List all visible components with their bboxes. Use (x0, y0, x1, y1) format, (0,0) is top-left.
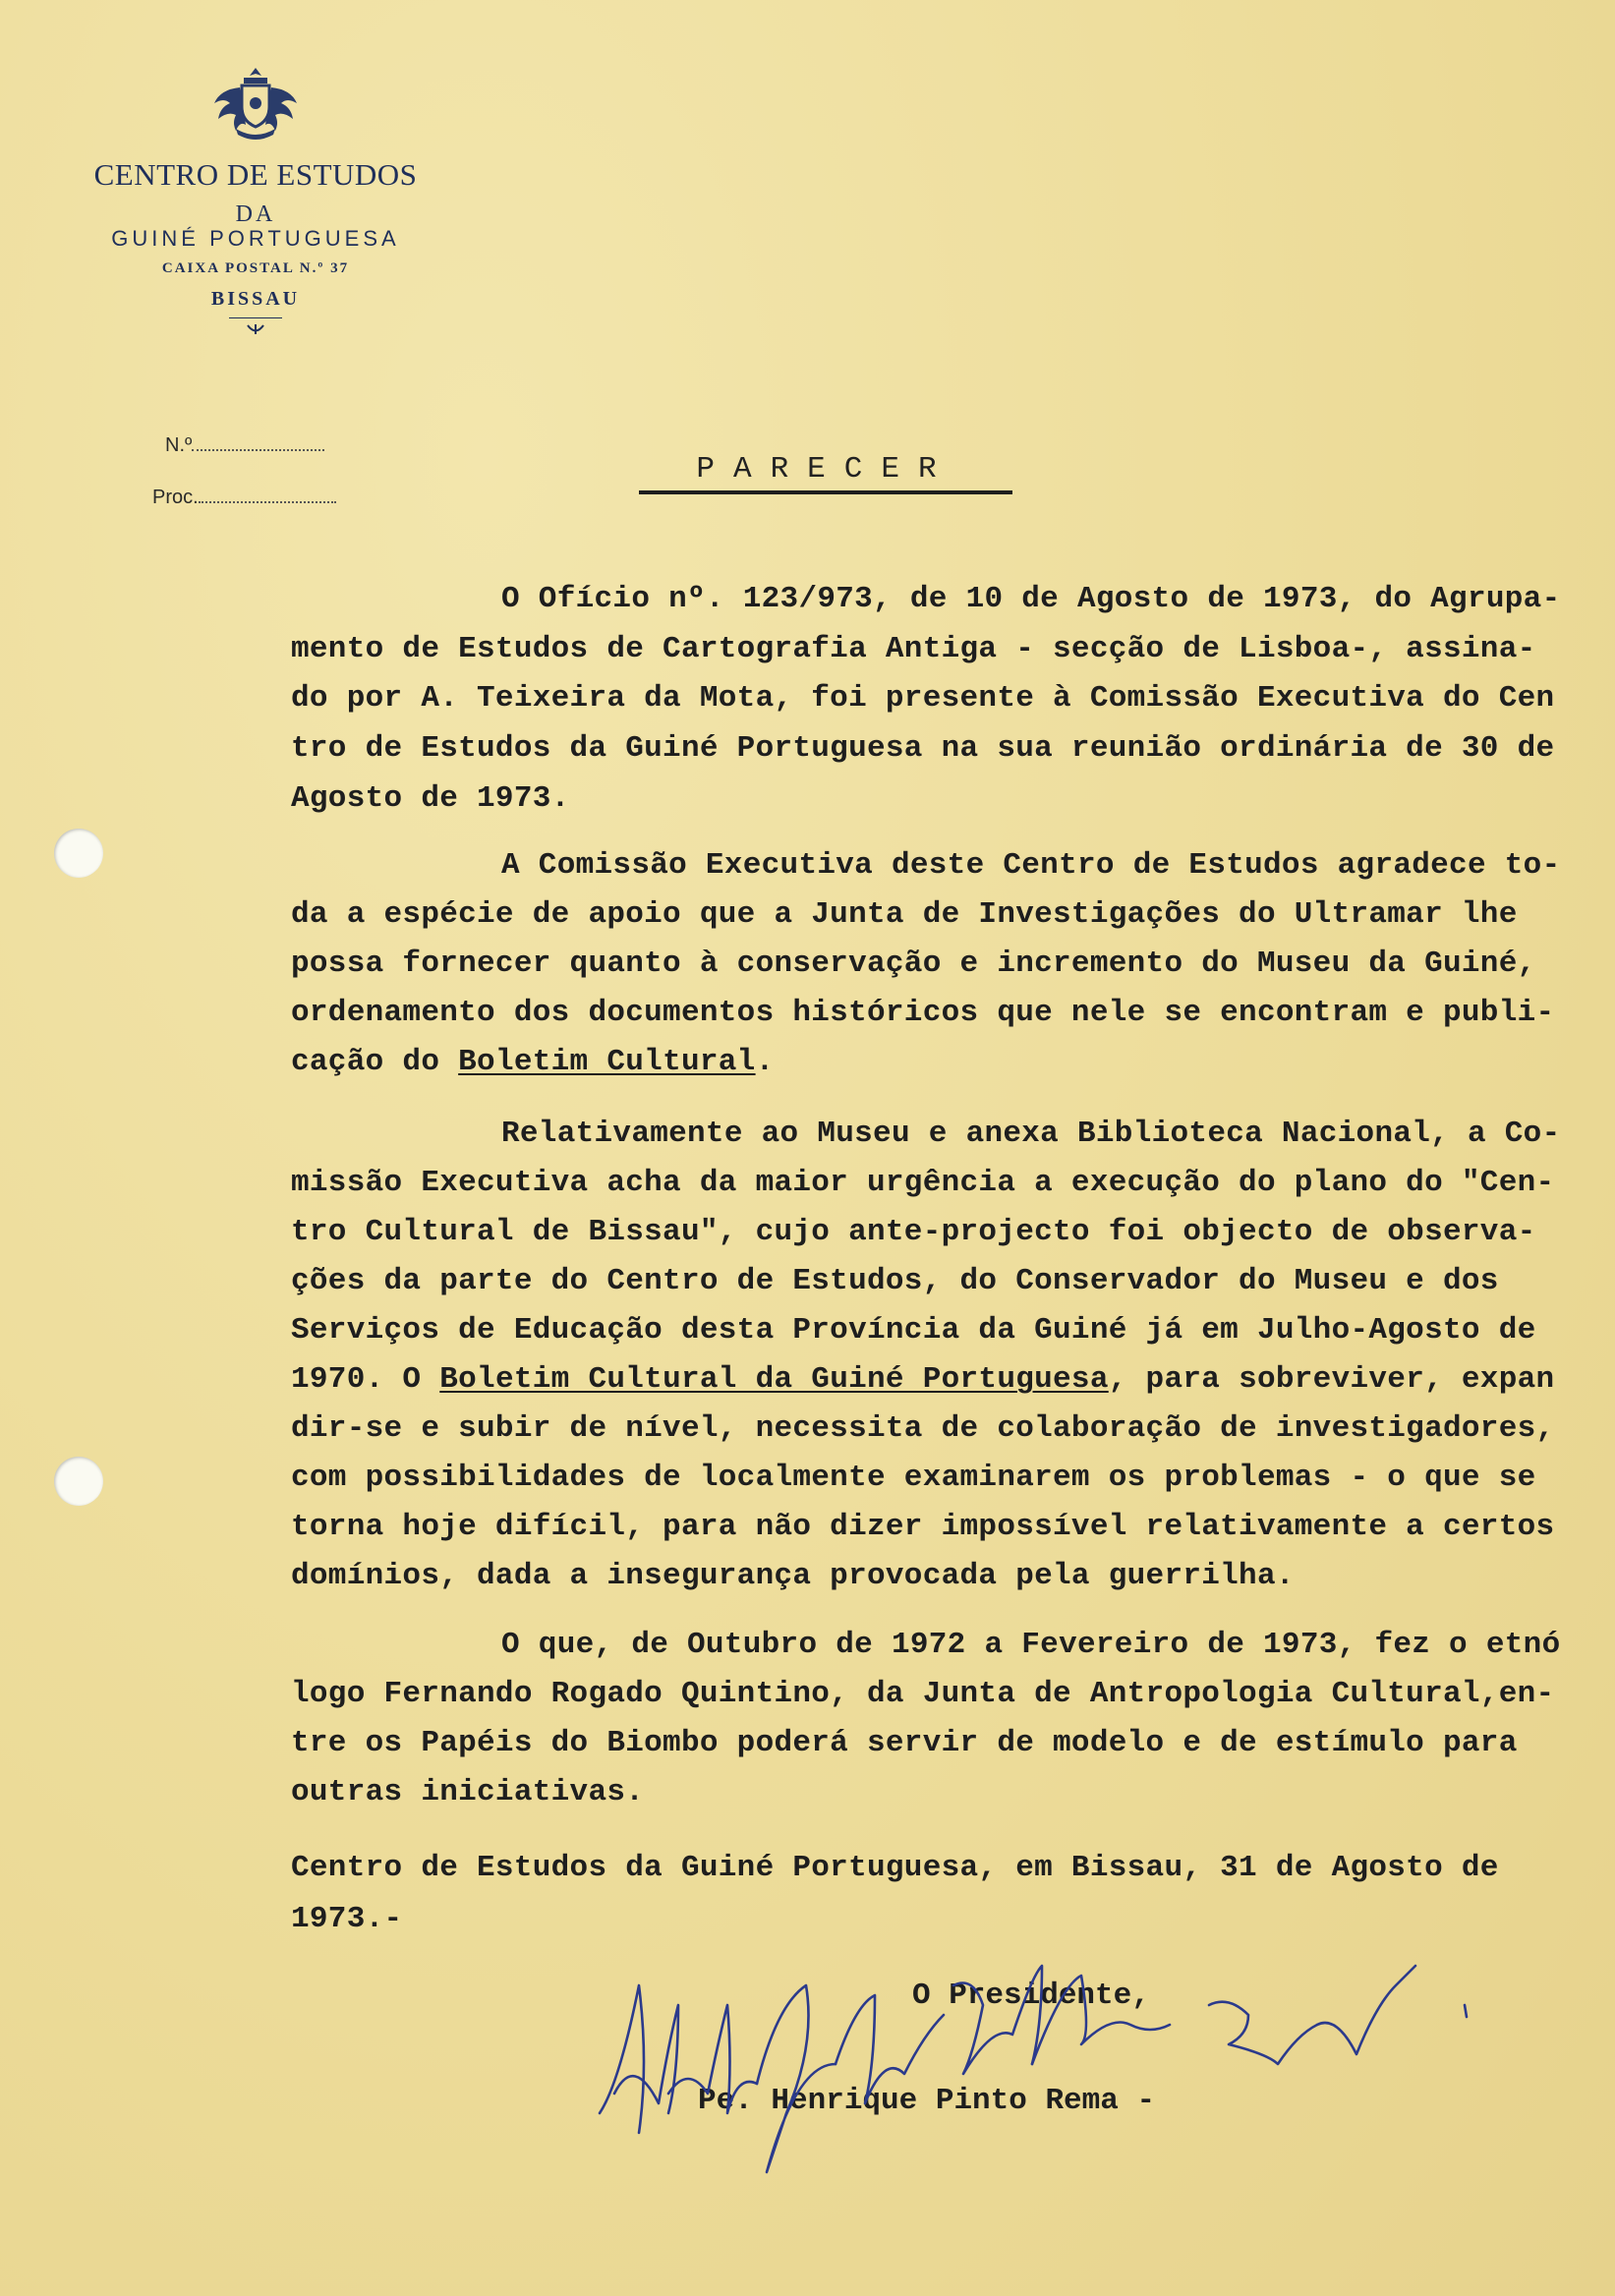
postal-box: CAIXA POSTAL N.º 37 (161, 260, 350, 276)
paragraph-3-line-6-end: , para sobreviver, expan (1108, 1362, 1555, 1397)
closing-line-1: Centro de Estudos da Guiné Portuguesa, em Bissau, 31 de Agosto de (291, 1851, 1499, 1885)
paragraph-3-line-6 (291, 1362, 1554, 1397)
coat-of-arms-icon (206, 64, 305, 143)
reference-process-blank (199, 488, 336, 503)
paragraph-3-line-7: dir-se e subir de nível, necessita de colaboração de investigadores, (291, 1411, 1555, 1446)
closing-line-2: 1973.- (291, 1902, 403, 1936)
boletim-cultural-title: Boletim Cultural (458, 1045, 756, 1079)
letterhead-divider (229, 317, 282, 318)
ornament-icon (236, 322, 275, 338)
paragraph-3-line-5: Serviços de Educação desta Província da Guiné já em Julho-Agosto de (291, 1313, 1536, 1348)
paragraph-2-line-1: A Comissão Executiva deste Centro de Estudos agradece to- (501, 848, 1561, 883)
paragraph-2-line-5-text: cação do (291, 1045, 459, 1079)
reference-number (165, 434, 324, 457)
institution-region: GUINÉ PORTUGUESA (111, 226, 400, 251)
reference-process (152, 487, 336, 509)
paragraph-4-line-2: logo Fernando Rogado Quintino, da Junta de Antropologia Cultural,en- (291, 1677, 1555, 1711)
paragraph-1-line-3: do por A. Teixeira da Mota, foi presente à Comissão Executiva do Cen (291, 681, 1555, 716)
document-title: PARECER (639, 452, 1012, 494)
paragraph-2-line-4: ordenamento dos documentos históricos que nele se encontram e publi- (291, 996, 1555, 1030)
reference-number-blank (192, 435, 324, 451)
paragraph-3-line-4: ções da parte do Centro de Estudos, do Conservador do Museu e dos (291, 1264, 1499, 1298)
paragraph-4-line-1: O que, de Outubro de 1972 a Fevereiro de 1973, fez o etnó (501, 1628, 1561, 1662)
paragraph-3-line-2: missão Executiva acha da maior urgência a execução do plano do "Cen- (291, 1166, 1555, 1200)
reference-process-label: Proc. (152, 487, 199, 508)
paragraph-3-line-10: domínios, dada a insegurança provocada pela guerrilha. (291, 1559, 1295, 1593)
paragraph-2-line-3: possa fornecer quanto à conservação e incremento do Museu da Guiné, (291, 947, 1536, 981)
boletim-cultural-guine-title: Boletim Cultural da Guiné Portuguesa (439, 1362, 1109, 1397)
signatory-title: O Presidente, (912, 1979, 1150, 2013)
paragraph-1-line-1: O Ofício nº. 123/973, de 10 de Agosto de 1973, do Agrupa- (501, 582, 1561, 616)
paragraph-2-line-5 (291, 1045, 775, 1079)
paragraph-2-line-2: da a espécie de apoio que a Junta de Investigações do Ultramar lhe (291, 897, 1518, 932)
signatory-name: Pe. Henrique Pinto Rema - (698, 2084, 1156, 2118)
paragraph-3-line-8: com possibilidades de localmente examinarem os problemas - o que se (291, 1461, 1536, 1495)
punch-hole-bottom (54, 1457, 103, 1506)
reference-number-label: N.º (165, 434, 193, 456)
punch-hole-top (54, 829, 103, 878)
paragraph-3-line-6-text: 1970. O (291, 1362, 440, 1397)
paragraph-2-line-5-end: . (755, 1045, 775, 1079)
paragraph-3-line-3: tro Cultural de Bissau", cujo ante-projecto foi objecto de observa- (291, 1215, 1536, 1249)
institution-city: BISSAU (210, 288, 301, 310)
paragraph-4-line-4: outras iniciativas. (291, 1775, 645, 1809)
paragraph-4-line-3: tre os Papéis do Biombo poderá servir de modelo e de estímulo para (291, 1726, 1518, 1760)
paragraph-3-line-9: torna hoje difícil, para não dizer impossível relativamente a certos (291, 1510, 1555, 1544)
paragraph-1-line-2: mento de Estudos de Cartografia Antiga - secção de Lisboa-, assina- (291, 632, 1536, 666)
handwritten-signature (580, 1946, 1514, 2182)
institution-name: CENTRO DE ESTUDOS (93, 157, 418, 192)
paragraph-1-line-5: Agosto de 1973. (291, 781, 570, 816)
institution-da: DA (235, 201, 276, 227)
paragraph-1-line-4: tro de Estudos da Guiné Portuguesa na sua reunião ordinária de 30 de (291, 731, 1555, 766)
paragraph-3-line-1: Relativamente ao Museu e anexa Biblioteca Nacional, a Co- (501, 1117, 1561, 1151)
